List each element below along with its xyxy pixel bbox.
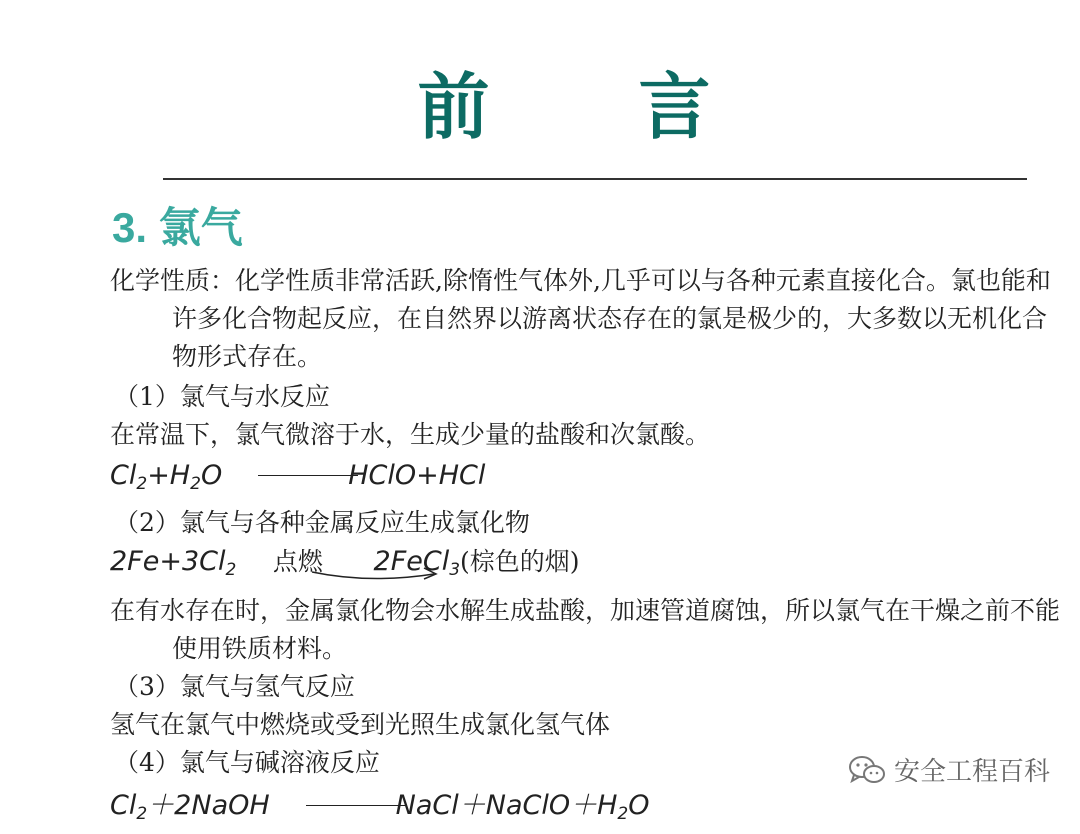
watermark — [848, 751, 1050, 788]
paragraph-water-reaction: 在常温下，氯气微溶于水，生成少量的盐酸和次氯酸。 — [110, 420, 711, 449]
eq3-right-a-sub: 2 — [617, 804, 629, 824]
eq1-right: HClO+HCl — [348, 460, 486, 491]
subheading-alkali-reaction: （4）氯气与碱溶液反应 — [114, 748, 380, 777]
eq2-left-a-sub: 2 — [225, 560, 237, 580]
equation-iron-chlorine — [110, 542, 1060, 590]
watermark-text: 安全工程百科 — [893, 757, 1050, 787]
reaction-line-2 — [306, 805, 406, 806]
reaction-line — [258, 475, 358, 476]
eq1-left-a: Cl — [110, 460, 137, 491]
paragraph-metal-corrosion: 在有水存在时，金属氯化物会水解生成盐酸，加速管道腐蚀，所以氯气在干燥之前不能使用铁质材料。 — [110, 596, 1061, 663]
equation-chlorine-naoh — [110, 786, 1060, 834]
eq3-left-a: Cl — [110, 790, 137, 821]
eq2-left-a: 2Fe+3Cl — [110, 546, 226, 577]
content-body — [110, 262, 1060, 834]
subheading-water-reaction: （1）氯气与水反应 — [114, 382, 330, 411]
eq2-note: (棕色的烟) — [460, 547, 580, 576]
eq3-right-b: O — [628, 790, 650, 821]
page-title: 前 言 — [417, 64, 773, 149]
eq1-left-c: O — [200, 460, 223, 491]
subheading-metal-reaction: （2）氯气与各种金属反应生成氯化物 — [114, 508, 530, 537]
reaction-arrow-icon — [310, 562, 440, 586]
wechat-icon — [848, 754, 886, 786]
eq2-right-a: 2FeCl — [373, 546, 450, 577]
paragraph-chemical-properties: 化学性质：化学性质非常活跃,除惰性气体外,几乎可以与各种元素直接化合。氯也能和许多化合物起反应，在自然界以游离状态存在的氯是极少的，大多数以无机化合物形式存在。 — [110, 266, 1051, 371]
eq2-right-a-sub: 3 — [449, 560, 461, 580]
eq3-left-a-sub: 2 — [136, 804, 148, 824]
eq3-left-b: ＋2NaOH — [147, 790, 270, 821]
paragraph-hydrogen-reaction: 氢气在氯气中燃烧或受到光照生成氯化氢气体 — [110, 710, 611, 739]
eq1-left-b: +H — [147, 460, 191, 491]
equation-chlorine-water — [110, 456, 1060, 504]
section-heading: 3. 氯气 — [112, 204, 243, 251]
title-divider — [163, 178, 1027, 180]
eq2-condition: 点燃 — [272, 547, 323, 576]
subheading-hydrogen-reaction: （3）氯气与氢气反应 — [114, 672, 355, 701]
eq3-right-a: NaCl＋NaClO＋H — [395, 790, 618, 821]
eq1-left-b-sub: 2 — [190, 474, 201, 494]
eq1-left-a-sub: 2 — [136, 474, 148, 494]
